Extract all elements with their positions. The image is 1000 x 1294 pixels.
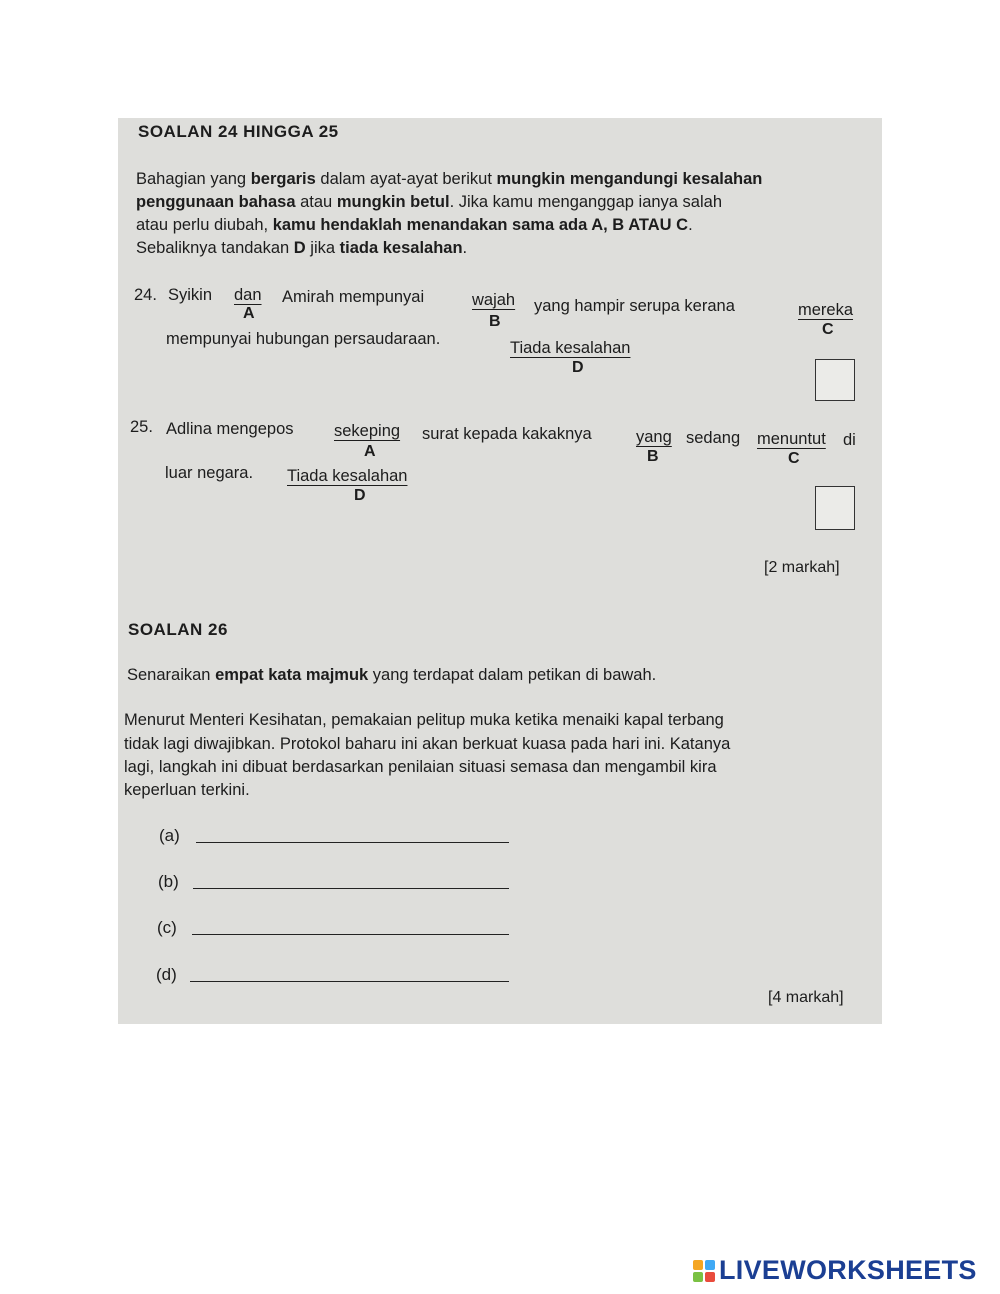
logo-wordmark: LIVEWORKSHEETS bbox=[719, 1255, 977, 1285]
question-24-underline-a: dan bbox=[234, 286, 262, 304]
marks-label-24-25: [2 markah] bbox=[764, 559, 840, 576]
question-24-text-4: mempunyai hubungan persaudaraan. bbox=[166, 330, 441, 348]
option-c-label: C bbox=[788, 450, 800, 467]
answer-label-a: (a) bbox=[159, 826, 180, 845]
passage-line-3: lagi, langkah ini dibuat berdasarkan penilaian situasi semasa dan mengambil kira bbox=[124, 758, 717, 776]
answer-line-b[interactable] bbox=[193, 888, 509, 889]
question-24-underline-d: Tiada kesalahan bbox=[510, 339, 631, 357]
option-d-label: D bbox=[572, 359, 584, 376]
question-24-text-3: yang hampir serupa kerana bbox=[534, 297, 735, 315]
answer-box-25[interactable] bbox=[815, 486, 855, 530]
question-24-text-1: Syikin bbox=[168, 286, 213, 304]
answer-label-c: (c) bbox=[157, 918, 177, 937]
answer-line-d[interactable] bbox=[190, 981, 509, 982]
instruction-line-2: penggunaan bahasa atau mungkin betul. Jika kamu menganggap ianya salah bbox=[136, 193, 722, 211]
option-b-label: B bbox=[489, 313, 501, 330]
question-25-number: 25. bbox=[130, 418, 153, 436]
question-25-text-4: di bbox=[843, 431, 856, 449]
logo-grid-icon bbox=[693, 1260, 715, 1282]
option-c-label: C bbox=[822, 321, 834, 338]
instruction-line-4: Sebaliknya tandakan D jika tiada kesalahan. bbox=[136, 239, 468, 257]
question-25-text-3: sedang bbox=[686, 429, 741, 447]
logo-square-4 bbox=[705, 1272, 715, 1282]
option-d-label: D bbox=[354, 487, 366, 504]
logo-square-1 bbox=[693, 1260, 703, 1270]
question-25-text-1: Adlina mengepos bbox=[166, 420, 294, 438]
question-25-text-5: luar negara. bbox=[165, 464, 254, 482]
question-24-underline-c: mereka bbox=[798, 301, 854, 319]
question-25-underline-a: sekeping bbox=[334, 422, 401, 440]
option-a-label: A bbox=[364, 443, 376, 460]
logo-square-3 bbox=[693, 1272, 703, 1282]
answer-box-24[interactable] bbox=[815, 359, 855, 401]
option-a-label: A bbox=[243, 305, 255, 322]
section-heading-24-25: SOALAN 24 HINGGA 25 bbox=[138, 122, 339, 141]
passage-line-1: Menurut Menteri Kesihatan, pemakaian pelitup muka ketika menaiki kapal terbang bbox=[124, 711, 724, 729]
question-25-text-2: surat kepada kakaknya bbox=[422, 425, 592, 443]
answer-line-c[interactable] bbox=[192, 934, 509, 935]
answer-line-a[interactable] bbox=[196, 842, 509, 843]
passage-line-4: keperluan terkini. bbox=[124, 781, 250, 799]
question-24-number: 24. bbox=[134, 286, 157, 304]
question-26-instruction: Senaraikan empat kata majmuk yang terdapat dalam petikan di bawah. bbox=[127, 666, 657, 684]
question-24-underline-b: wajah bbox=[472, 291, 516, 309]
question-24-text-2: Amirah mempunyai bbox=[282, 288, 425, 306]
instruction-line-1: Bahagian yang bergaris dalam ayat-ayat berikut mungkin mengandungi kesalahan bbox=[136, 170, 763, 188]
question-25-underline-b: yang bbox=[636, 428, 672, 446]
question-25-underline-c: menuntut bbox=[757, 430, 826, 448]
instruction-line-3: atau perlu diubah, kamu hendaklah menandakan sama ada A, B ATAU C. bbox=[136, 216, 693, 234]
question-25-underline-d: Tiada kesalahan bbox=[287, 467, 408, 485]
liveworksheets-logo bbox=[693, 1255, 977, 1286]
section-heading-26: SOALAN 26 bbox=[128, 620, 228, 639]
logo-square-2 bbox=[705, 1260, 715, 1270]
answer-label-b: (b) bbox=[158, 872, 179, 891]
marks-label-26: [4 markah] bbox=[768, 989, 844, 1006]
passage-line-2: tidak lagi diwajibkan. Protokol baharu ini akan berkuat kuasa pada hari ini. Katanya bbox=[124, 735, 731, 753]
answer-label-d: (d) bbox=[156, 965, 177, 984]
option-b-label: B bbox=[647, 448, 659, 465]
